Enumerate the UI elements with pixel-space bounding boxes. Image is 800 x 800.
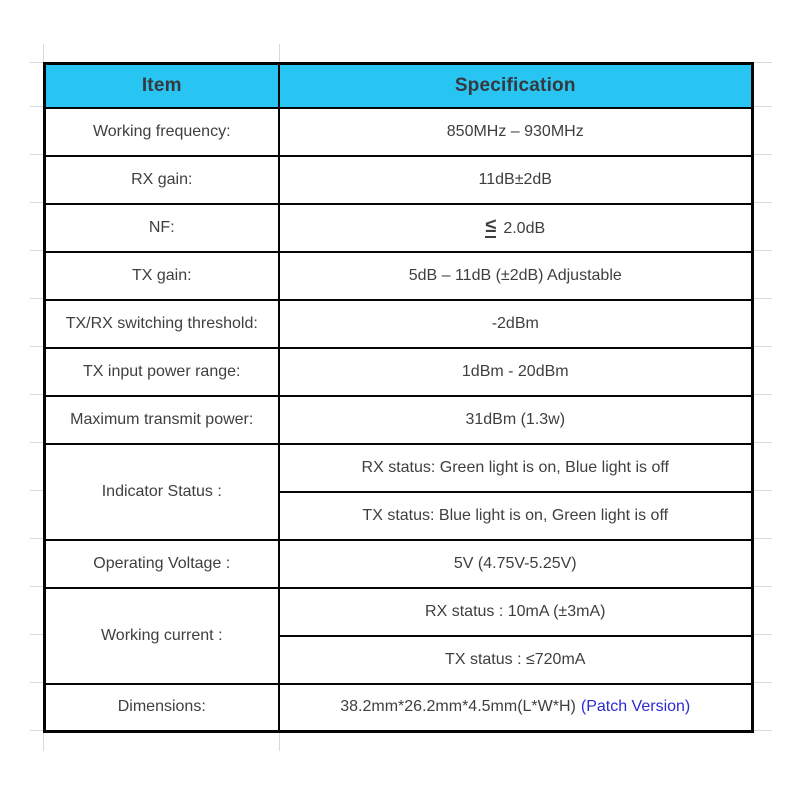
header-item: Item [45, 64, 279, 108]
gridline-tick [30, 442, 43, 443]
gridline-tick [754, 250, 772, 251]
gridline-tick [754, 538, 772, 539]
gridline-tick [30, 490, 43, 491]
item-cell-working-current: Working current : [45, 588, 279, 684]
gridline-tick [279, 733, 280, 751]
spec-cell: 5V (4.75V-5.25V) [279, 540, 753, 588]
item-cell-indicator-status: Indicator Status : [45, 444, 279, 540]
gridline-tick [30, 298, 43, 299]
spec-cell: 5dB – 11dB (±2dB) Adjustable [279, 252, 753, 300]
gridline-tick [30, 62, 43, 63]
spec-cell: 1dBm - 20dBm [279, 348, 753, 396]
spec-cell [279, 204, 753, 252]
gridline-tick [754, 586, 772, 587]
gridline-tick [754, 730, 772, 731]
row-tx-input-power-range [45, 348, 753, 396]
spec-cell: 11dB±2dB [279, 156, 753, 204]
item-cell: Working frequency: [45, 108, 279, 156]
gridline-tick [30, 394, 43, 395]
gridline-tick [754, 346, 772, 347]
spec-cell: 850MHz – 930MHz [279, 108, 753, 156]
spec-cell: TX status : ≤720mA [279, 636, 753, 684]
row-tx-gain [45, 252, 753, 300]
gridline-tick [30, 682, 43, 683]
item-cell: TX/RX switching threshold: [45, 300, 279, 348]
gridline-tick [754, 442, 772, 443]
gridline-tick [30, 250, 43, 251]
gridline-tick [30, 202, 43, 203]
spec-cell: -2dBm [279, 300, 753, 348]
row-working-frequency [45, 108, 753, 156]
item-cell: TX input power range: [45, 348, 279, 396]
gridline-tick [43, 733, 44, 751]
row-operating-voltage [45, 540, 753, 588]
spec-cell: RX status: Green light is on, Blue light is off [279, 444, 753, 492]
gridline-tick [30, 586, 43, 587]
row-rx-gain [45, 156, 753, 204]
item-cell: Operating Voltage : [45, 540, 279, 588]
dimensions-value: 38.2mm*26.2mm*4.5mm(L*W*H) [340, 698, 576, 716]
spec-cell: 31dBm (1.3w) [279, 396, 753, 444]
gridline-tick [754, 154, 772, 155]
gridline-tick [279, 44, 280, 62]
item-cell: Maximum transmit power: [45, 396, 279, 444]
row-indicator-status-rx [45, 444, 753, 492]
row-maximum-transmit-power [45, 396, 753, 444]
row-txrx-switching-threshold [45, 300, 753, 348]
item-cell: Dimensions: [45, 684, 279, 732]
header-row [45, 64, 753, 108]
gridline-tick [754, 634, 772, 635]
nf-value: 2.0dB [503, 219, 546, 237]
spec-cell [279, 684, 753, 732]
item-cell: TX gain: [45, 252, 279, 300]
gridline-tick [754, 106, 772, 107]
gridline-tick [43, 44, 44, 62]
gridline-tick [754, 202, 772, 203]
gridline-tick [30, 346, 43, 347]
header-specification: Specification [279, 64, 753, 108]
gridline-tick [754, 682, 772, 683]
gridline-tick [30, 538, 43, 539]
gridline-tick [30, 634, 43, 635]
row-dimensions [45, 684, 753, 732]
gridline-tick [30, 154, 43, 155]
gridline-tick [30, 106, 43, 107]
less-equal-symbol: ≤ [485, 214, 497, 237]
gridline-tick [30, 730, 43, 731]
patch-version-label: (Patch Version) [580, 698, 691, 716]
gridline-tick [754, 298, 772, 299]
gridline-tick [754, 394, 772, 395]
gridline-tick [754, 490, 772, 491]
row-working-current-rx [45, 588, 753, 636]
item-cell: RX gain: [45, 156, 279, 204]
spec-cell: RX status : 10mA (±3mA) [279, 588, 753, 636]
spec-table [43, 62, 754, 733]
item-cell: NF: [45, 204, 279, 252]
spec-cell: TX status: Blue light is on, Green light is off [279, 492, 753, 540]
row-nf [45, 204, 753, 252]
gridline-tick [754, 62, 772, 63]
